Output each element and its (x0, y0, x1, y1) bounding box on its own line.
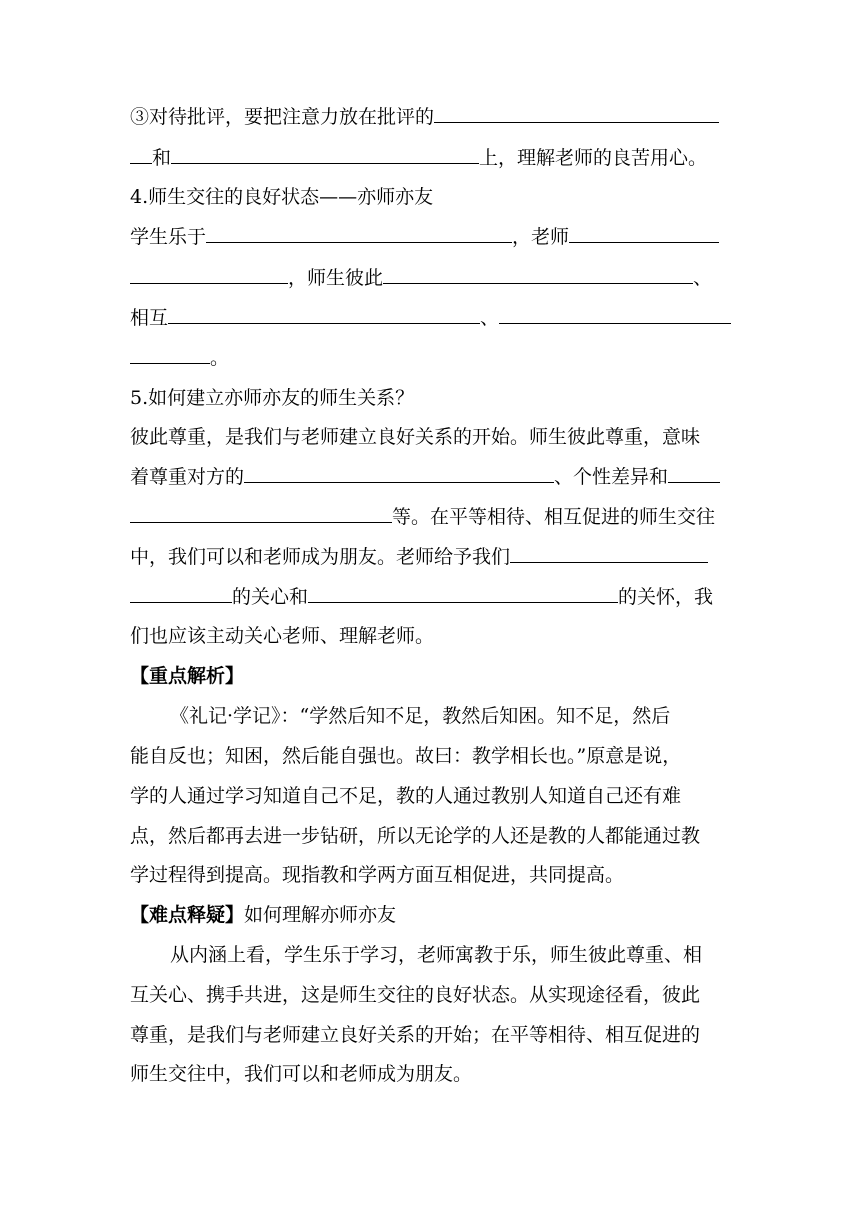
paragraph-line (130, 462, 730, 492)
text: 学生乐于 (130, 226, 207, 248)
text: 从内涵上看，学生乐于学习，老师寓教于乐，师生彼此尊重、相 (170, 944, 703, 966)
blank-12[interactable] (668, 463, 720, 483)
blank-3[interactable] (171, 144, 479, 164)
text: 上，理解老师的良苦用心。 (479, 147, 708, 169)
paragraph-line (130, 502, 730, 532)
line-end (130, 343, 730, 373)
section-heading: 4.师生交往的良好状态——亦师亦友 (130, 186, 434, 208)
difficulty-heading: 【难点释疑】 (130, 904, 245, 926)
text: 、 (693, 267, 713, 289)
difficulty-question: 如何理解亦师亦友 (244, 904, 397, 926)
blank-11[interactable] (244, 463, 554, 483)
text: 中，我们可以和老师成为朋友。老师给予我们 (130, 546, 511, 568)
heading-5 (130, 383, 730, 413)
text: 的关心和 (232, 586, 309, 608)
text: 、 (480, 307, 500, 329)
blank-8[interactable] (168, 304, 480, 324)
line-criticism-2 (130, 143, 730, 173)
analysis-line (130, 860, 730, 890)
text: 彼此尊重，是我们与老师建立良好关系的开始。师生彼此尊重，意味 (130, 426, 701, 448)
text: 尊重，是我们与老师建立良好关系的开始；在平等相待、相互促进的 (130, 1024, 701, 1046)
blank-7[interactable] (383, 264, 693, 284)
text: 和 (152, 147, 172, 169)
line-students (130, 222, 730, 252)
text: 。 (210, 347, 230, 369)
text: 、个性差异和 (554, 466, 669, 488)
blank-14[interactable] (510, 543, 708, 563)
blank-9[interactable] (499, 304, 731, 324)
text: 能自反也；知困，然后能自强也。故曰：教学相长也。”原意是说， (130, 745, 682, 767)
line-mutual (130, 263, 730, 293)
text: 着尊重对方的 (130, 466, 245, 488)
difficulty-line (130, 1059, 730, 1089)
analysis-line (130, 781, 730, 811)
text: 《礼记·学记》：“学然后知不足，教然后知困。知不足，然后 (170, 705, 671, 727)
difficulty-line (170, 940, 730, 970)
blank-10[interactable] (130, 344, 210, 364)
text: 的关怀，我 (618, 586, 714, 608)
text: ，老师 (512, 226, 570, 248)
text: 点，然后都再去进一步钻研，所以无论学的人还是教的人都能通过教 (130, 825, 701, 847)
key-analysis-heading (130, 661, 730, 691)
text: 等。在平等相待、相互促进的师生交往 (392, 506, 716, 528)
text: 学过程得到提高。现指教和学两方面互相促进，共同提高。 (130, 864, 625, 886)
difficulty-line (130, 1020, 730, 1050)
text: 学的人通过学习知道自己不足，教的人通过教别人知道自己还有难 (130, 785, 682, 807)
line-criticism (130, 102, 730, 132)
blank-1[interactable] (434, 103, 719, 123)
heading-text: 【重点解析】 (130, 665, 245, 687)
paragraph-line (130, 542, 730, 572)
paragraph-line (130, 621, 730, 651)
heading-4 (130, 182, 730, 212)
blank-16[interactable] (308, 583, 618, 603)
blank-4[interactable] (206, 223, 512, 243)
difficulty-line (130, 980, 730, 1010)
blank-5[interactable] (569, 223, 719, 243)
paragraph-line (130, 422, 730, 452)
text: 们也应该主动关心老师、理解老师。 (130, 625, 435, 647)
difficulty-heading-line (130, 900, 730, 930)
blank-6[interactable] (130, 264, 288, 284)
blank-15[interactable] (130, 583, 232, 603)
text: 师生交往中，我们可以和老师成为朋友。 (130, 1063, 473, 1085)
text: 相互 (130, 307, 169, 329)
blank-2[interactable] (130, 144, 152, 164)
text: 互关心、携手共进，这是师生交往的良好状态。从实现途径看，彼此 (130, 984, 701, 1006)
line-mutual-2 (130, 303, 730, 333)
analysis-line (130, 821, 730, 851)
paragraph-line (130, 582, 730, 612)
text: ③对待批评，要把注意力放在批评的 (130, 106, 435, 128)
blank-13[interactable] (130, 503, 392, 523)
text: ，师生彼此 (288, 267, 384, 289)
section-heading: 5.如何建立亦师亦友的师生关系？ (130, 387, 415, 409)
analysis-line (130, 741, 730, 771)
analysis-line (170, 701, 730, 731)
